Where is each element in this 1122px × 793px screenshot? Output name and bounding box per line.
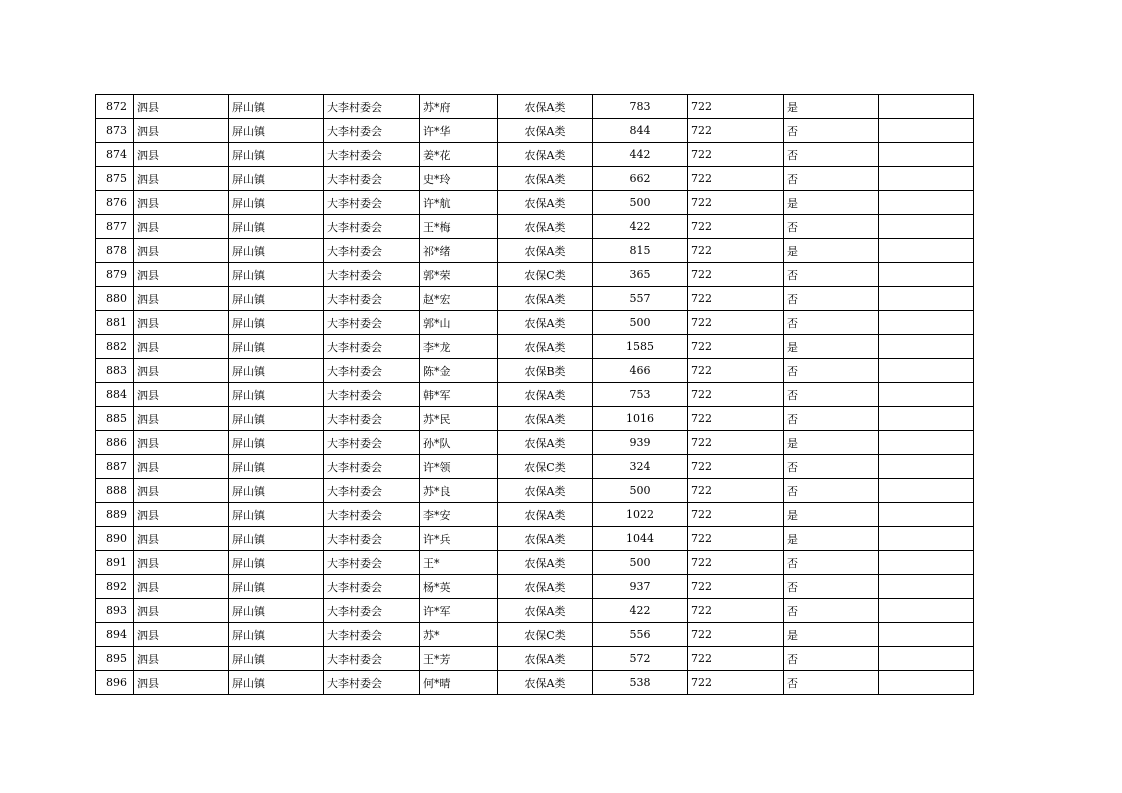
village-cell: 大李村委会 <box>324 599 420 623</box>
amount-cell: 442 <box>593 143 688 167</box>
village-cell: 大李村委会 <box>324 311 420 335</box>
town-cell: 屏山镇 <box>229 671 324 695</box>
person-name-cell: 许*军 <box>420 599 498 623</box>
county-cell: 泗县 <box>134 191 229 215</box>
flag-cell: 是 <box>784 335 879 359</box>
standard-cell: 722 <box>688 575 784 599</box>
insurance-type-cell: 农保A类 <box>498 503 593 527</box>
amount-cell: 937 <box>593 575 688 599</box>
insurance-type-cell: 农保A类 <box>498 335 593 359</box>
town-cell: 屏山镇 <box>229 503 324 527</box>
table-row <box>96 599 974 623</box>
village-cell: 大李村委会 <box>324 287 420 311</box>
amount-cell: 939 <box>593 431 688 455</box>
remark-cell <box>879 215 974 239</box>
flag-cell: 是 <box>784 95 879 119</box>
amount-cell: 815 <box>593 239 688 263</box>
flag-cell: 是 <box>784 239 879 263</box>
person-name-cell: 郭*山 <box>420 311 498 335</box>
flag-cell: 否 <box>784 479 879 503</box>
person-name-cell: 苏*民 <box>420 407 498 431</box>
row-number-cell: 872 <box>96 95 134 119</box>
standard-cell: 722 <box>688 407 784 431</box>
person-name-cell: 何*晴 <box>420 671 498 695</box>
standard-cell: 722 <box>688 119 784 143</box>
person-name-cell: 祁*绪 <box>420 239 498 263</box>
amount-cell: 1016 <box>593 407 688 431</box>
remark-cell <box>879 167 974 191</box>
row-number-cell: 896 <box>96 671 134 695</box>
person-name-cell: 韩*军 <box>420 383 498 407</box>
village-cell: 大李村委会 <box>324 479 420 503</box>
row-number-cell: 892 <box>96 575 134 599</box>
remark-cell <box>879 575 974 599</box>
amount-cell: 538 <box>593 671 688 695</box>
standard-cell: 722 <box>688 95 784 119</box>
remark-cell <box>879 359 974 383</box>
village-cell: 大李村委会 <box>324 383 420 407</box>
town-cell: 屏山镇 <box>229 527 324 551</box>
row-number-cell: 889 <box>96 503 134 527</box>
row-number-cell: 877 <box>96 215 134 239</box>
town-cell: 屏山镇 <box>229 383 324 407</box>
table-row <box>96 479 974 503</box>
person-name-cell: 苏*良 <box>420 479 498 503</box>
person-name-cell: 王*梅 <box>420 215 498 239</box>
amount-cell: 500 <box>593 191 688 215</box>
standard-cell: 722 <box>688 431 784 455</box>
county-cell: 泗县 <box>134 359 229 383</box>
remark-cell <box>879 527 974 551</box>
table-row <box>96 575 974 599</box>
county-cell: 泗县 <box>134 503 229 527</box>
insurance-type-cell: 农保A类 <box>498 287 593 311</box>
flag-cell: 否 <box>784 143 879 167</box>
county-cell: 泗县 <box>134 599 229 623</box>
amount-cell: 783 <box>593 95 688 119</box>
person-name-cell: 史*玲 <box>420 167 498 191</box>
row-number-cell: 885 <box>96 407 134 431</box>
insurance-type-cell: 农保A类 <box>498 527 593 551</box>
flag-cell: 否 <box>784 359 879 383</box>
row-number-cell: 891 <box>96 551 134 575</box>
standard-cell: 722 <box>688 359 784 383</box>
table-body <box>96 95 974 695</box>
flag-cell: 是 <box>784 431 879 455</box>
village-cell: 大李村委会 <box>324 335 420 359</box>
village-cell: 大李村委会 <box>324 191 420 215</box>
row-number-cell: 873 <box>96 119 134 143</box>
flag-cell: 是 <box>784 191 879 215</box>
person-name-cell: 苏*府 <box>420 95 498 119</box>
standard-cell: 722 <box>688 503 784 527</box>
village-cell: 大李村委会 <box>324 503 420 527</box>
county-cell: 泗县 <box>134 407 229 431</box>
amount-cell: 572 <box>593 647 688 671</box>
insurance-type-cell: 农保A类 <box>498 215 593 239</box>
amount-cell: 500 <box>593 311 688 335</box>
person-name-cell: 许*兵 <box>420 527 498 551</box>
person-name-cell: 姜*花 <box>420 143 498 167</box>
insurance-type-cell: 农保C类 <box>498 455 593 479</box>
standard-cell: 722 <box>688 167 784 191</box>
table-row <box>96 239 974 263</box>
insurance-type-cell: 农保A类 <box>498 167 593 191</box>
person-name-cell: 孙*队 <box>420 431 498 455</box>
table-row <box>96 359 974 383</box>
county-cell: 泗县 <box>134 431 229 455</box>
amount-cell: 466 <box>593 359 688 383</box>
table-row <box>96 215 974 239</box>
county-cell: 泗县 <box>134 383 229 407</box>
town-cell: 屏山镇 <box>229 95 324 119</box>
amount-cell: 422 <box>593 215 688 239</box>
insurance-type-cell: 农保A类 <box>498 191 593 215</box>
county-cell: 泗县 <box>134 95 229 119</box>
row-number-cell: 875 <box>96 167 134 191</box>
town-cell: 屏山镇 <box>229 119 324 143</box>
town-cell: 屏山镇 <box>229 431 324 455</box>
standard-cell: 722 <box>688 647 784 671</box>
remark-cell <box>879 143 974 167</box>
standard-cell: 722 <box>688 191 784 215</box>
row-number-cell: 893 <box>96 599 134 623</box>
person-name-cell: 李*安 <box>420 503 498 527</box>
village-cell: 大李村委会 <box>324 647 420 671</box>
remark-cell <box>879 335 974 359</box>
town-cell: 屏山镇 <box>229 335 324 359</box>
person-name-cell: 赵*宏 <box>420 287 498 311</box>
village-cell: 大李村委会 <box>324 575 420 599</box>
beneficiary-table <box>95 94 974 695</box>
amount-cell: 324 <box>593 455 688 479</box>
county-cell: 泗县 <box>134 239 229 263</box>
village-cell: 大李村委会 <box>324 671 420 695</box>
town-cell: 屏山镇 <box>229 599 324 623</box>
flag-cell: 否 <box>784 119 879 143</box>
insurance-type-cell: 农保A类 <box>498 383 593 407</box>
village-cell: 大李村委会 <box>324 407 420 431</box>
town-cell: 屏山镇 <box>229 551 324 575</box>
remark-cell <box>879 239 974 263</box>
flag-cell: 是 <box>784 527 879 551</box>
standard-cell: 722 <box>688 455 784 479</box>
remark-cell <box>879 503 974 527</box>
table-row <box>96 431 974 455</box>
remark-cell <box>879 407 974 431</box>
table-row <box>96 119 974 143</box>
town-cell: 屏山镇 <box>229 623 324 647</box>
standard-cell: 722 <box>688 263 784 287</box>
town-cell: 屏山镇 <box>229 191 324 215</box>
flag-cell: 是 <box>784 503 879 527</box>
insurance-type-cell: 农保B类 <box>498 359 593 383</box>
table-row <box>96 263 974 287</box>
table-row <box>96 671 974 695</box>
table-row <box>96 287 974 311</box>
row-number-cell: 881 <box>96 311 134 335</box>
flag-cell: 否 <box>784 647 879 671</box>
county-cell: 泗县 <box>134 167 229 191</box>
flag-cell: 否 <box>784 383 879 407</box>
flag-cell: 否 <box>784 167 879 191</box>
standard-cell: 722 <box>688 143 784 167</box>
amount-cell: 500 <box>593 551 688 575</box>
person-name-cell: 许*航 <box>420 191 498 215</box>
remark-cell <box>879 263 974 287</box>
standard-cell: 722 <box>688 623 784 647</box>
village-cell: 大李村委会 <box>324 95 420 119</box>
amount-cell: 753 <box>593 383 688 407</box>
person-name-cell: 许*华 <box>420 119 498 143</box>
town-cell: 屏山镇 <box>229 143 324 167</box>
flag-cell: 否 <box>784 671 879 695</box>
row-number-cell: 895 <box>96 647 134 671</box>
row-number-cell: 880 <box>96 287 134 311</box>
table-row <box>96 647 974 671</box>
county-cell: 泗县 <box>134 143 229 167</box>
remark-cell <box>879 311 974 335</box>
village-cell: 大李村委会 <box>324 215 420 239</box>
standard-cell: 722 <box>688 551 784 575</box>
standard-cell: 722 <box>688 239 784 263</box>
town-cell: 屏山镇 <box>229 311 324 335</box>
person-name-cell: 王* <box>420 551 498 575</box>
village-cell: 大李村委会 <box>324 623 420 647</box>
remark-cell <box>879 599 974 623</box>
insurance-type-cell: 农保A类 <box>498 311 593 335</box>
county-cell: 泗县 <box>134 623 229 647</box>
remark-cell <box>879 623 974 647</box>
flag-cell: 否 <box>784 311 879 335</box>
flag-cell: 否 <box>784 263 879 287</box>
insurance-type-cell: 农保A类 <box>498 599 593 623</box>
insurance-type-cell: 农保A类 <box>498 239 593 263</box>
county-cell: 泗县 <box>134 455 229 479</box>
village-cell: 大李村委会 <box>324 167 420 191</box>
town-cell: 屏山镇 <box>229 407 324 431</box>
amount-cell: 557 <box>593 287 688 311</box>
person-name-cell: 苏* <box>420 623 498 647</box>
insurance-type-cell: 农保C类 <box>498 623 593 647</box>
standard-cell: 722 <box>688 479 784 503</box>
remark-cell <box>879 647 974 671</box>
town-cell: 屏山镇 <box>229 479 324 503</box>
town-cell: 屏山镇 <box>229 167 324 191</box>
amount-cell: 422 <box>593 599 688 623</box>
insurance-type-cell: 农保A类 <box>498 95 593 119</box>
county-cell: 泗县 <box>134 527 229 551</box>
person-name-cell: 王*芳 <box>420 647 498 671</box>
town-cell: 屏山镇 <box>229 287 324 311</box>
flag-cell: 否 <box>784 287 879 311</box>
row-number-cell: 883 <box>96 359 134 383</box>
village-cell: 大李村委会 <box>324 455 420 479</box>
table-row <box>96 503 974 527</box>
remark-cell <box>879 455 974 479</box>
row-number-cell: 894 <box>96 623 134 647</box>
county-cell: 泗县 <box>134 647 229 671</box>
insurance-type-cell: 农保A类 <box>498 551 593 575</box>
table-row <box>96 311 974 335</box>
insurance-type-cell: 农保A类 <box>498 647 593 671</box>
amount-cell: 1585 <box>593 335 688 359</box>
person-name-cell: 李*龙 <box>420 335 498 359</box>
insurance-type-cell: 农保C类 <box>498 263 593 287</box>
town-cell: 屏山镇 <box>229 239 324 263</box>
insurance-type-cell: 农保A类 <box>498 143 593 167</box>
county-cell: 泗县 <box>134 263 229 287</box>
amount-cell: 1044 <box>593 527 688 551</box>
row-number-cell: 874 <box>96 143 134 167</box>
table-row <box>96 623 974 647</box>
row-number-cell: 879 <box>96 263 134 287</box>
person-name-cell: 杨*英 <box>420 575 498 599</box>
row-number-cell: 887 <box>96 455 134 479</box>
standard-cell: 722 <box>688 335 784 359</box>
county-cell: 泗县 <box>134 575 229 599</box>
table-row <box>96 335 974 359</box>
flag-cell: 否 <box>784 551 879 575</box>
flag-cell: 否 <box>784 455 879 479</box>
row-number-cell: 884 <box>96 383 134 407</box>
flag-cell: 是 <box>784 623 879 647</box>
standard-cell: 722 <box>688 215 784 239</box>
village-cell: 大李村委会 <box>324 431 420 455</box>
remark-cell <box>879 383 974 407</box>
table-row <box>96 167 974 191</box>
flag-cell: 否 <box>784 407 879 431</box>
village-cell: 大李村委会 <box>324 143 420 167</box>
row-number-cell: 886 <box>96 431 134 455</box>
standard-cell: 722 <box>688 287 784 311</box>
county-cell: 泗县 <box>134 215 229 239</box>
remark-cell <box>879 287 974 311</box>
village-cell: 大李村委会 <box>324 359 420 383</box>
village-cell: 大李村委会 <box>324 119 420 143</box>
amount-cell: 1022 <box>593 503 688 527</box>
town-cell: 屏山镇 <box>229 263 324 287</box>
remark-cell <box>879 95 974 119</box>
remark-cell <box>879 191 974 215</box>
table-row <box>96 383 974 407</box>
county-cell: 泗县 <box>134 671 229 695</box>
flag-cell: 否 <box>784 215 879 239</box>
county-cell: 泗县 <box>134 311 229 335</box>
village-cell: 大李村委会 <box>324 263 420 287</box>
row-number-cell: 882 <box>96 335 134 359</box>
table-row <box>96 455 974 479</box>
town-cell: 屏山镇 <box>229 215 324 239</box>
table-row <box>96 95 974 119</box>
row-number-cell: 878 <box>96 239 134 263</box>
town-cell: 屏山镇 <box>229 455 324 479</box>
insurance-type-cell: 农保A类 <box>498 119 593 143</box>
table-row <box>96 407 974 431</box>
row-number-cell: 890 <box>96 527 134 551</box>
village-cell: 大李村委会 <box>324 239 420 263</box>
person-name-cell: 陈*金 <box>420 359 498 383</box>
county-cell: 泗县 <box>134 119 229 143</box>
row-number-cell: 876 <box>96 191 134 215</box>
amount-cell: 500 <box>593 479 688 503</box>
remark-cell <box>879 551 974 575</box>
town-cell: 屏山镇 <box>229 575 324 599</box>
standard-cell: 722 <box>688 527 784 551</box>
flag-cell: 否 <box>784 575 879 599</box>
standard-cell: 722 <box>688 311 784 335</box>
insurance-type-cell: 农保A类 <box>498 671 593 695</box>
county-cell: 泗县 <box>134 287 229 311</box>
table-row <box>96 551 974 575</box>
county-cell: 泗县 <box>134 335 229 359</box>
insurance-type-cell: 农保A类 <box>498 431 593 455</box>
standard-cell: 722 <box>688 671 784 695</box>
person-name-cell: 许*领 <box>420 455 498 479</box>
insurance-type-cell: 农保A类 <box>498 407 593 431</box>
standard-cell: 722 <box>688 383 784 407</box>
amount-cell: 556 <box>593 623 688 647</box>
person-name-cell: 郭*荣 <box>420 263 498 287</box>
village-cell: 大李村委会 <box>324 551 420 575</box>
flag-cell: 否 <box>784 599 879 623</box>
standard-cell: 722 <box>688 599 784 623</box>
amount-cell: 844 <box>593 119 688 143</box>
remark-cell <box>879 671 974 695</box>
remark-cell <box>879 479 974 503</box>
amount-cell: 662 <box>593 167 688 191</box>
table-row <box>96 143 974 167</box>
table-row <box>96 527 974 551</box>
village-cell: 大李村委会 <box>324 527 420 551</box>
remark-cell <box>879 431 974 455</box>
town-cell: 屏山镇 <box>229 647 324 671</box>
row-number-cell: 888 <box>96 479 134 503</box>
town-cell: 屏山镇 <box>229 359 324 383</box>
insurance-type-cell: 农保A类 <box>498 479 593 503</box>
county-cell: 泗县 <box>134 551 229 575</box>
county-cell: 泗县 <box>134 479 229 503</box>
remark-cell <box>879 119 974 143</box>
table-row <box>96 191 974 215</box>
insurance-type-cell: 农保A类 <box>498 575 593 599</box>
amount-cell: 365 <box>593 263 688 287</box>
